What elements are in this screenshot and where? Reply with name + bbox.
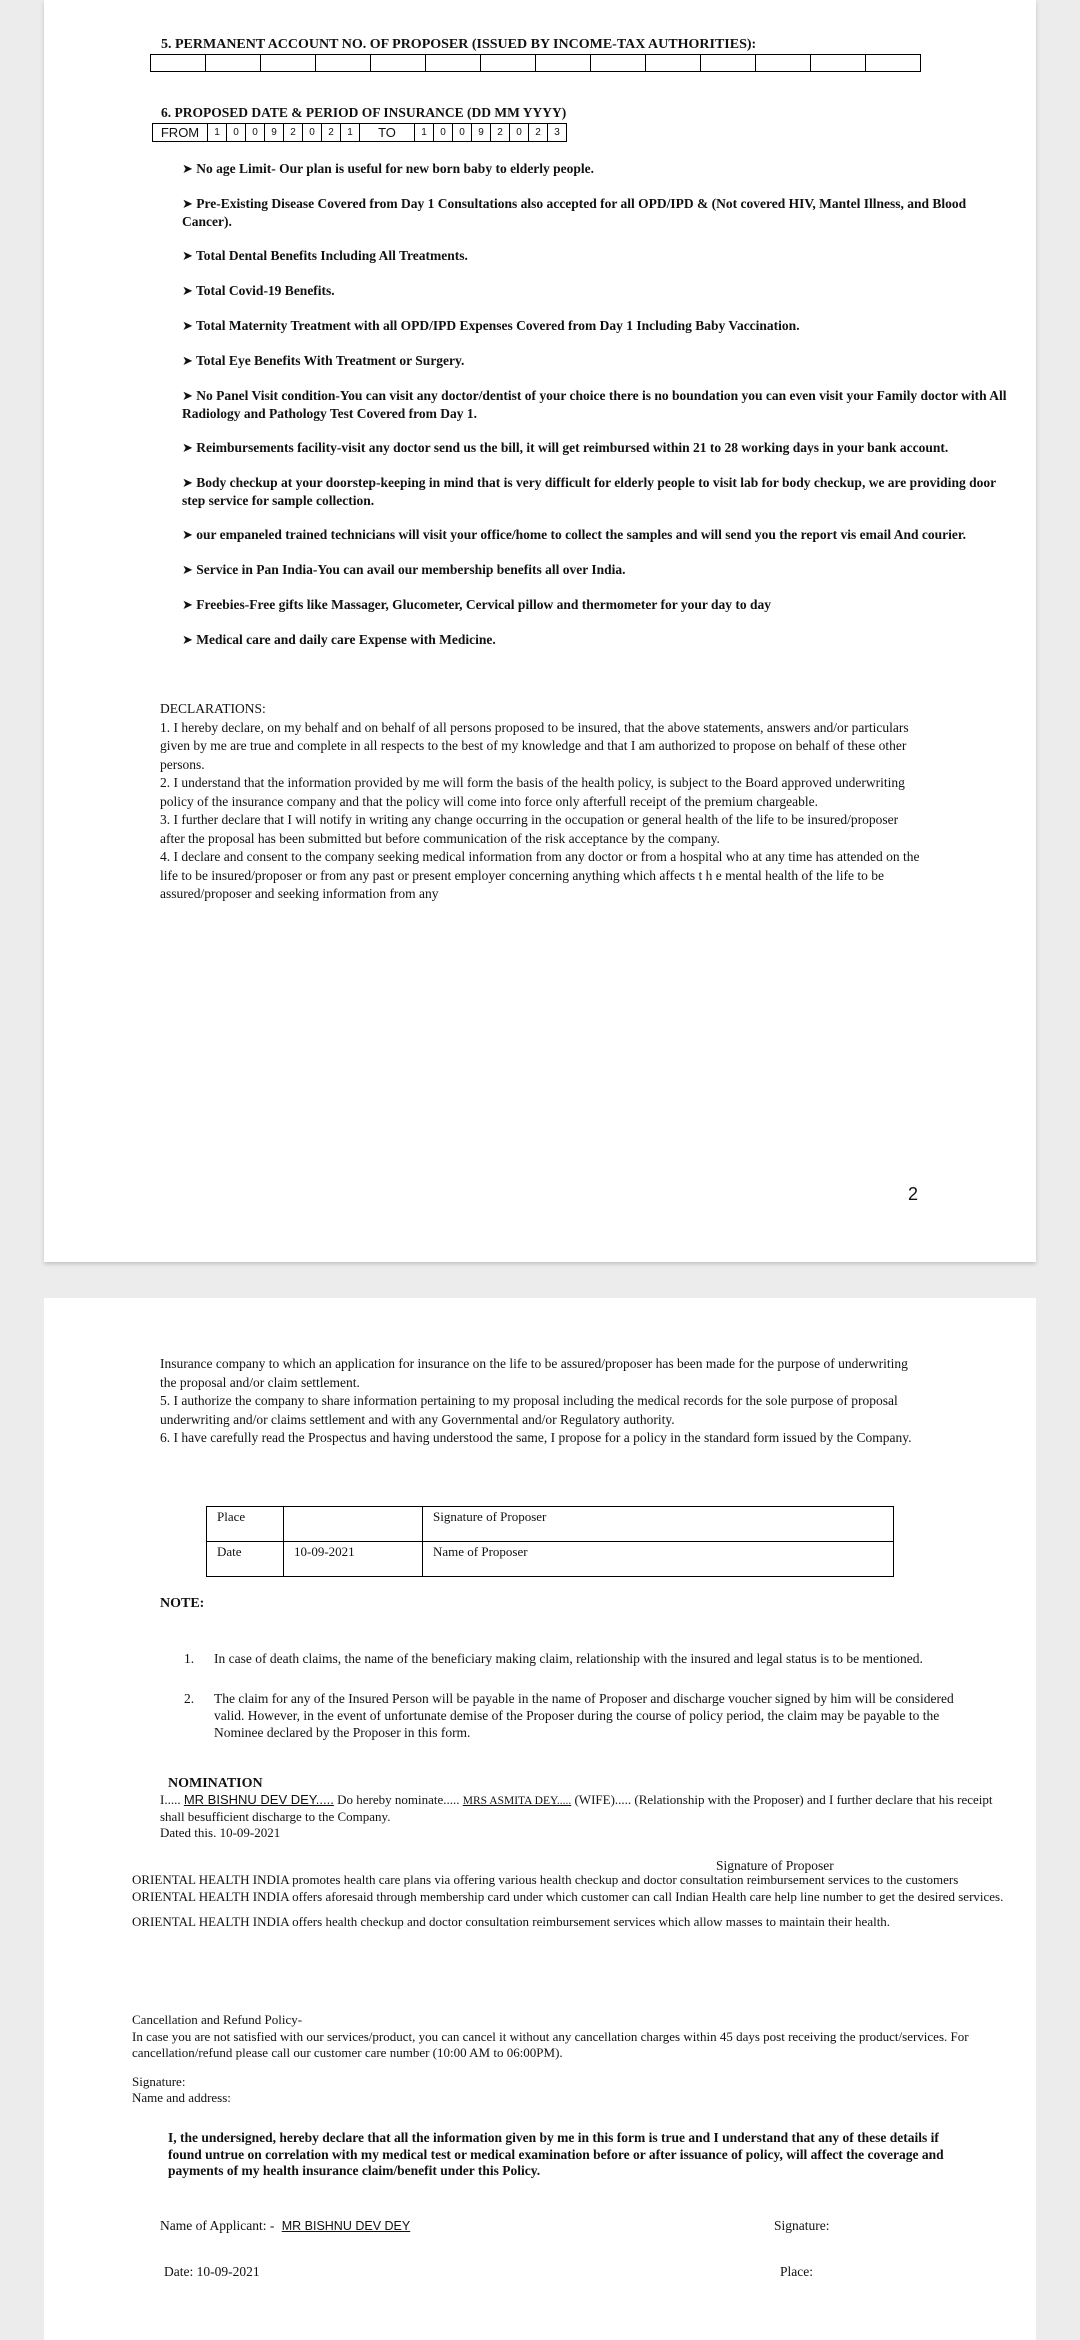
date-digit: 0: [227, 124, 246, 141]
about-paragraph: ORIENTAL HEALTH INDIA promotes health care plans via offering various health checkup and doctor consultation reimbursement services to the customers ORIENTAL HEALTH INDIA offers aforesaid through membership card under which customer can call Indian Health care help line number to get the desired services.: [132, 1872, 1004, 1904]
name-of-proposer-label: Name of Proposer: [423, 1542, 894, 1577]
arrow-bullet-icon: ➤: [182, 319, 193, 334]
arrow-bullet-icon: ➤: [182, 389, 193, 404]
note-item: 2. The claim for any of the Insured Person will be payable in the name of Proposer and discharge voucher signed by him will be considered valid. However, in the event of unfortunate demise of the Proposer during the course of policy period, the claim may be payable to the Nominee declared by the Proposer in this form.: [184, 1691, 954, 1740]
period-heading: 6. PROPOSED DATE & PERIOD OF INSURANCE (DD MM YYYY): [161, 105, 567, 120]
date-digit: 1: [208, 124, 227, 141]
declarations-continued: [160, 1355, 920, 1448]
pan-heading: 5. PERMANENT ACCOUNT NO. OF PROPOSER (ISSUED BY INCOME-TAX AUTHORITIES):: [161, 37, 757, 52]
date-digit: 2: [284, 124, 303, 141]
nomination-signature: Signature of Proposer: [716, 1858, 834, 1873]
applicant-label: Name of Applicant: -: [160, 2218, 275, 2233]
notes-list: [184, 1650, 964, 1764]
date-field[interactable]: 10-09-2021: [284, 1542, 423, 1577]
arrow-bullet-icon: ➤: [182, 563, 193, 578]
applicant-line: [160, 2218, 410, 2234]
insurance-period-boxes[interactable]: [152, 123, 567, 142]
date-digit: 9: [472, 124, 491, 141]
benefit-item: ➤ Total Dental Benefits Including All Treatments.: [182, 248, 468, 264]
nominee-name: MRS ASMITA DEY.....: [462, 1795, 572, 1807]
declaration-item: 2. I understand that the information provided by me will form the basis of the health policy, is subject to the Board approved underwriting policy of the insurance company and that the policy will come into force only afterfull receipt of the premium chargeable.: [160, 775, 905, 809]
date-label: Date: [207, 1542, 284, 1577]
pan-boxes[interactable]: [150, 54, 921, 72]
declarations-block: [160, 700, 920, 904]
document-page-1: [44, 0, 1036, 1262]
declaration-item: 5. I authorize the company to share information pertaining to my proposal including the medical records for the sole purpose of proposal underwriting and/or claims settlement and with any Governmental and/or Regulatory authority.: [160, 1393, 898, 1427]
benefit-item: ➤ Total Eye Benefits With Treatment or Surgery.: [182, 353, 465, 369]
place-line: Place:: [780, 2264, 813, 2279]
arrow-bullet-icon: ➤: [182, 197, 193, 212]
cancellation-text: In case you are not satisfied with our services/product, you can cancel it without any cancellation charges within 45 days post receiving the product/services. For cancellation/refund please call our customer care number (10:00 AM to 06:00PM).: [132, 2028, 969, 2060]
date-digit: 1: [341, 124, 360, 141]
benefit-item: ➤ Reimbursements facility-visit any doctor send us the bill, it will get reimbursed within 21 to 28 working days in your bank account.: [182, 440, 949, 456]
date-line: Date: 10-09-2021: [164, 2264, 260, 2279]
benefit-item: ➤ Total Maternity Treatment with all OPD/IPD Expenses Covered from Day 1 Including Baby Vaccination.: [182, 318, 800, 334]
to-label: TO: [360, 124, 415, 141]
nomination-dated: Dated this. 10-09-2021: [160, 1825, 281, 1840]
declarations-title: DECLARATIONS:: [160, 701, 266, 716]
arrow-bullet-icon: ➤: [182, 162, 193, 177]
benefit-item: ➤ No Panel Visit condition-You can visit any doctor/dentist of your choice there is no boundation you can even visit your Family doctor with All Radiology and Pathology Test Covered from Day 1.: [182, 388, 1007, 421]
arrow-bullet-icon: ➤: [182, 476, 193, 491]
from-label: FROM: [153, 124, 208, 141]
date-digit: 2: [529, 124, 548, 141]
cancellation-section: [132, 2012, 1012, 2107]
about-paragraph: ORIENTAL HEALTH INDIA offers health checkup and doctor consultation reimbursement services which allow masses to maintain their health.: [132, 1914, 891, 1929]
benefit-item: ➤ Freebies-Free gifts like Massager, Glucometer, Cervical pillow and thermometer for your day to day: [182, 597, 772, 613]
declaration-item: 1. I hereby declare, on my behalf and on behalf of all persons proposed to be insured, that the above statements, answers and/or particulars given by me are true and complete in all respects to the best of my knowledge and that I am authorized to propose on behalf of these other persons.: [160, 719, 909, 772]
date-digit: 3: [554, 127, 560, 138]
declaration-continued: Insurance company to which an application for insurance on the life to be assured/proposer has been made for the purpose of underwriting the proposal and/or claim settlement.: [160, 1356, 908, 1390]
date-digit: 2: [491, 124, 510, 141]
date-digit: 1: [415, 124, 434, 141]
date-digit: 0: [303, 124, 322, 141]
date-digit: 0: [434, 124, 453, 141]
signature-table: [206, 1506, 894, 1577]
date-digit: 0: [246, 124, 265, 141]
proposer-name: MR BISHNU DEV DEY.....: [183, 1792, 334, 1807]
place-field[interactable]: [284, 1507, 423, 1542]
date-digit: 2: [322, 124, 341, 141]
arrow-bullet-icon: ➤: [182, 249, 193, 264]
nomination-title: NOMINATION: [168, 1776, 263, 1791]
arrow-bullet-icon: ➤: [182, 284, 193, 299]
note-title: NOTE:: [160, 1596, 205, 1611]
benefit-item: ➤ Total Covid-19 Benefits.: [182, 283, 335, 299]
arrow-bullet-icon: ➤: [182, 598, 193, 613]
benefit-item: ➤ No age Limit- Our plan is useful for new born baby to elderly people.: [182, 161, 595, 177]
arrow-bullet-icon: ➤: [182, 633, 193, 648]
cancellation-title: Cancellation and Refund Policy-: [132, 2012, 303, 2027]
arrow-bullet-icon: ➤: [182, 441, 193, 456]
name-address-label: Name and address:: [132, 2090, 231, 2105]
date-digit: 0: [510, 124, 529, 141]
arrow-bullet-icon: ➤: [182, 528, 193, 543]
about-section: [132, 1872, 1012, 1931]
benefit-item: ➤ Body checkup at your doorstep-keeping in mind that is very difficult for elderly people to visit lab for body checkup, we are providing door step service for sample collection.: [182, 475, 996, 508]
declaration-item: 6. I have carefully read the Prospectus and having understood the same, I propose for a policy in the standard form issued by the Company.: [160, 1430, 912, 1445]
applicant-name: MR BISHNU DEV DEY: [281, 2219, 411, 2233]
benefit-item: ➤ Medical care and daily care Expense with Medicine.: [182, 632, 496, 648]
final-declaration: I, the undersigned, hereby declare that all the information given by me in this form is true and I understand that any of these details if found untrue on correlation with my medical test or medical examination before or after issuance of policy, will affect the coverage and payments of my health insurance claim/benefit under this Policy.: [168, 2130, 944, 2178]
note-item: 1. In case of death claims, the name of the beneficiary making claim, relationship with the insured and legal status is to be mentioned.: [184, 1651, 923, 1666]
signature-label: Signature:: [132, 2073, 186, 2089]
declaration-item: 3. I further declare that I will notify in writing any change occurring in the occupation or general health of the life to be insured/proposer after the proposal has been submitted but before communication of the risk acceptance by the company.: [160, 812, 899, 846]
applicant-signature-label: Signature:: [774, 2218, 830, 2233]
signature-of-proposer-label: Signature of Proposer: [423, 1507, 894, 1542]
nomination-block: [160, 1776, 1020, 1841]
arrow-bullet-icon: ➤: [182, 354, 193, 369]
date-digit: 9: [265, 124, 284, 141]
declaration-item: 4. I declare and consent to the company seeking medical information from any doctor or from a hospital who at any time has attended on the life to be insured/proposer or from any past or present employer concerning anything which affects t h e mental health of the life to be assured/proposer and seeking information from any: [160, 849, 920, 901]
nomination-text: I..... MR BISHNU DEV DEY..... Do hereby nominate..... MRS ASMITA DEY..... (WIFE)..... (Relationship with the Proposer) and I further declare that his receipt shall besufficient discharge to the Company.: [160, 1792, 993, 1824]
place-label: Place: [207, 1507, 284, 1542]
document-page-2: [44, 1298, 1036, 2340]
benefit-item: ➤ Service in Pan India-You can avail our membership benefits all over India.: [182, 562, 626, 578]
benefit-item: ➤ our empaneled trained technicians will visit your office/home to collect the samples and will send you the report vis email And courier.: [182, 527, 966, 543]
date-digit: 0: [453, 124, 472, 141]
page-number: 2: [908, 1184, 919, 1204]
benefit-item: ➤ Pre-Existing Disease Covered from Day 1 Consultations also accepted for all OPD/IPD & (Not covered HIV, Mantel Illness, and Blood Cancer).: [182, 196, 967, 229]
benefits-list: [182, 160, 1012, 666]
